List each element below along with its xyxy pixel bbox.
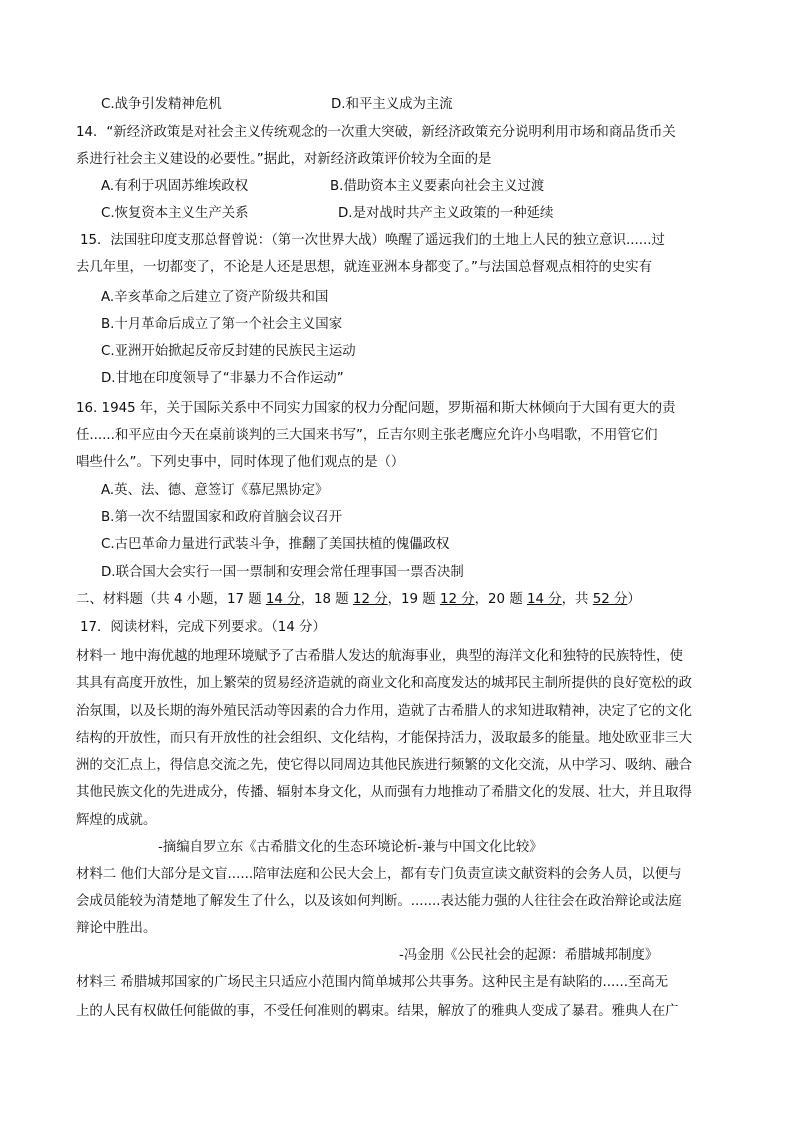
material2-line2: 会成员能较为清楚地了解发生了什么，以及该如何判断。.......表达能力强的人往往会在政治辩论或法庭 <box>76 894 682 909</box>
q14-option-c: C.恢复资本主义生产关系 <box>101 206 249 221</box>
total-score: 52 分 <box>592 592 628 607</box>
q14-stem-line1: 14．“新经济政策是对社会主义传统观念的一次重大突破，新经济政策充分说明利用市场和商品货币关 <box>76 125 676 140</box>
section2-text-3: ，19 题 <box>387 592 440 607</box>
q13-option-c: C.战争引发精神危机 <box>101 97 222 112</box>
q15-option-a: A.辛亥革命之后建立了资产阶级共和国 <box>101 290 329 305</box>
q16-option-b: B.第一次不结盟国家和政府首脑会议召开 <box>101 510 343 525</box>
material1-line2: 其具有高度开放性，加上繁荣的贸易经济造就的商业文化和高度发达的城邦民主制所提供的良好宽松的政 <box>76 676 692 691</box>
material1-line6: 其他民族文化的先进成分，传播、辐射本身文化，从而强有力地推动了希腊文化的发展、壮大，并且取得 <box>76 785 692 800</box>
q14-option-b: B.借助资本主义要素向社会主义过渡 <box>330 179 545 194</box>
section2-text-4: ，20 题 <box>474 592 527 607</box>
q15-option-c: C.亚洲开始掀起反帝反封建的民族民主运动 <box>101 344 356 359</box>
q17-title: 17．阅读材料，完成下列要求。（14 分） <box>80 620 326 635</box>
q14-option-d: D.是对战时共产主义政策的一种延续 <box>338 206 554 221</box>
material1-line7: 辉煌的成就。 <box>76 813 157 828</box>
q20-score: 14 分 <box>526 592 562 607</box>
q16-option-a: A.英、法、德、意签订《慕尼黑协定》 <box>101 483 329 498</box>
material1-line1: 材料一 地中海优越的地理环境赋予了古希腊人发达的航海事业，典型的海洋文化和独特的民族特性，使 <box>76 649 683 664</box>
material2-line1: 材料二 他们大部分是文盲......陪审法庭和公民大会上，都有专门负责宣读文献资料的会务人员，以便与 <box>76 867 682 882</box>
section2-text-6: ） <box>627 592 641 607</box>
section2-text-1: 二、材料题（共 4 小题，17 题 <box>76 592 266 607</box>
q15-stem-line2: 去几年里，一切都变了，不论是人还是思想，就连亚洲本身都变了。”与法国总督观点相符的史实有 <box>76 260 653 275</box>
q16-stem-line1: 16. 1945 年，关于国际关系中不同实力国家的权力分配问题，罗斯福和斯大林倾向于大国有更大的责 <box>76 401 676 416</box>
q15-option-d: D.甘地在印度领导了“非暴力不合作运动” <box>101 371 344 386</box>
material1-line4: 结构的开放性，而只有开放性的社会组织、文化结构，才能保持活力，汲取最多的能量。地处欧亚非三大 <box>76 731 692 746</box>
q13-options-row <box>0 96 793 114</box>
q17-score: 14 分 <box>265 592 301 607</box>
section2-text-5: ，共 <box>561 592 593 607</box>
q15-option-b: B.十月革命后成立了第一个社会主义国家 <box>101 317 343 332</box>
q14-stem-line2: 系进行社会主义建设的必要性。”据此，对新经济政策评价较为全面的是 <box>76 152 492 167</box>
section2-heading <box>76 591 641 609</box>
q13-option-d: D.和平主义成为主流 <box>331 97 453 112</box>
material2-source: -冯金朋《公民社会的起源：希腊城邦制度》 <box>399 948 659 963</box>
material1-line3: 治氛围，以及长期的海外殖民活动等因素的合力作用，造就了古希腊人的求知进取精神，决定了它的文化 <box>76 704 692 719</box>
q14-option-a: A.有利于巩固苏维埃政权 <box>101 179 249 194</box>
q15-stem-line1: 15．法国驻印度支那总督曾说：（第一次世界大战）唤醒了遥远我们的土地上人民的独立意识......过 <box>80 233 665 248</box>
material3-line1: 材料三 希腊城邦国家的广场民主只适应小范围内简单城邦公共事务。这种民主是有缺陷的......至高无 <box>76 975 669 990</box>
q14-options-row1 <box>0 178 793 196</box>
material3-line2: 上的人民有权做任何能做的事，不受任何准则的羁束。结果，解放了的雅典人变成了暴君。雅典人在广 <box>76 1004 679 1019</box>
material2-line3: 辩论中胜出。 <box>76 921 157 936</box>
q19-score: 12 分 <box>439 592 475 607</box>
material1-line5: 洲的交汇点上，得信息交流之先，使它得以同周边其他民族进行频繁的文化交流，从中学习、吸纳、融合 <box>76 758 692 773</box>
q16-option-d: D.联合国大会实行一国一票制和安理会常任理事国一票否决制 <box>101 565 464 580</box>
q16-stem-line2: 任......和平应由今天在桌前谈判的三大国来书写”，丘吉尔则主张老鹰应允许小鸟唱歌，不用管它们 <box>76 428 658 443</box>
q16-option-c: C.古巴革命力量进行武装斗争，推翻了美国扶植的傀儡政权 <box>101 537 450 552</box>
q14-options-row2 <box>0 205 793 223</box>
section2-text-2: ，18 题 <box>300 592 353 607</box>
q16-stem-line3: 唱些什么”。下列史事中，同时体现了他们观点的是（） <box>76 455 405 470</box>
material1-source: -摘编自罗立东《古希腊文化的生态环境论析-兼与中国文化比较》 <box>158 840 543 855</box>
q18-score: 12 分 <box>352 592 388 607</box>
